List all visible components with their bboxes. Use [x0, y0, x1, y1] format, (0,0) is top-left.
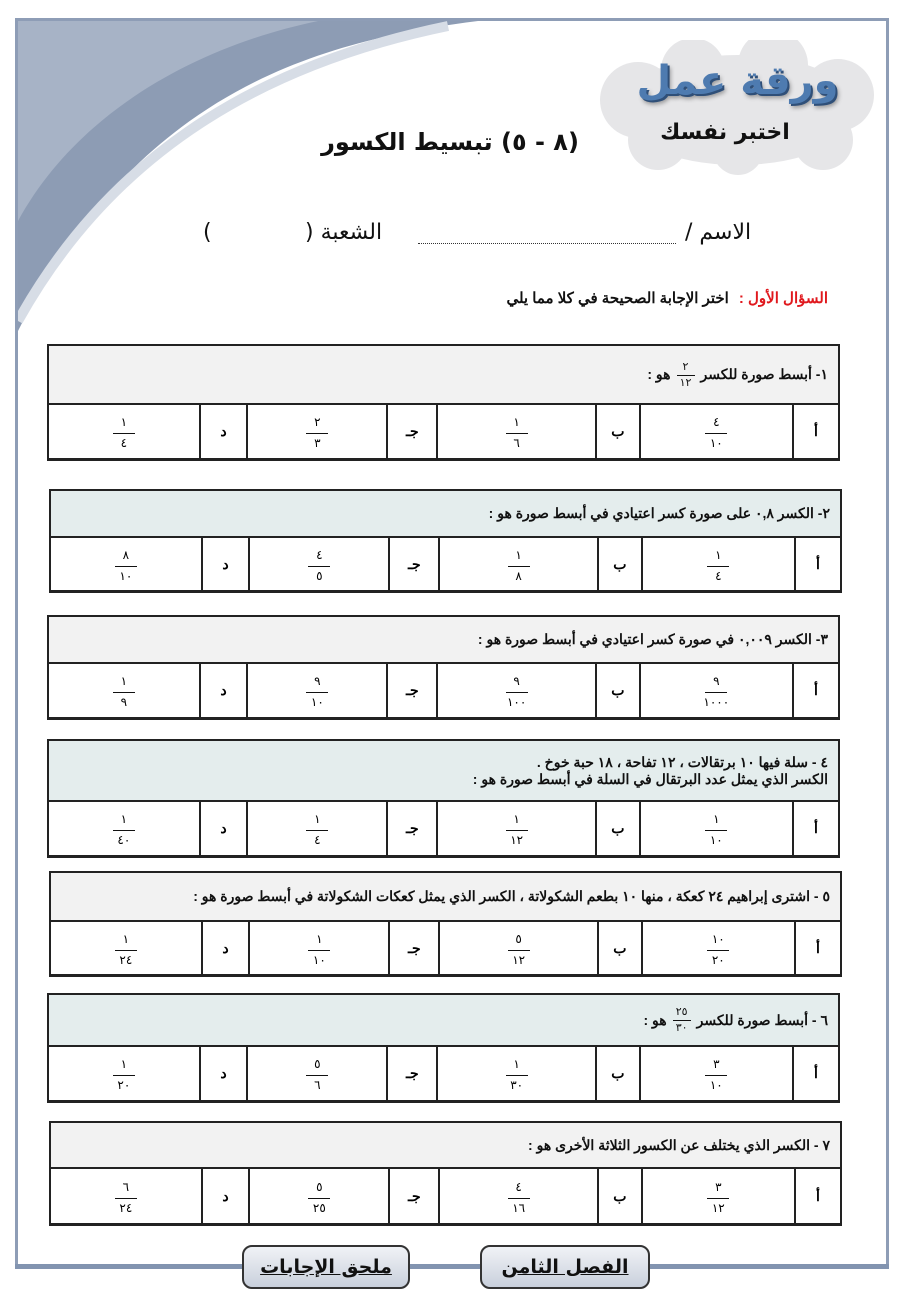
option-value[interactable] — [49, 664, 200, 717]
answers-appendix-button[interactable]: ملحق الإجابات — [242, 1245, 410, 1289]
fraction-denominator: ٣٠ — [510, 1078, 524, 1092]
question-line — [61, 505, 830, 522]
option-value[interactable] — [49, 802, 200, 855]
fraction-numerator: ١ — [513, 415, 520, 429]
option-letter[interactable]: ب — [596, 1047, 640, 1100]
option-letter[interactable]: ب — [598, 922, 642, 974]
fraction-bar — [705, 692, 727, 693]
fraction-bar — [506, 433, 528, 434]
fraction-bar — [113, 692, 135, 693]
fraction-denominator: ١٠ — [709, 436, 723, 450]
fraction — [508, 932, 530, 967]
fraction-denominator: ١٠٠ — [506, 695, 527, 709]
option-value[interactable] — [437, 664, 596, 717]
option-letter[interactable]: أ — [793, 405, 838, 458]
question-text-part: ٥ - اشترى إبراهيم ٢٤ كعكة ، منها ١٠ بطعم الشكولاتة ، الكسر الذي يمثل كعكات الشكولاتة في أبسط صورة هو : — [193, 888, 830, 904]
option-value[interactable] — [249, 538, 389, 590]
fraction-bar — [308, 950, 330, 951]
fraction — [113, 1057, 135, 1092]
fraction-bar — [306, 830, 328, 831]
option-value[interactable] — [49, 405, 200, 458]
option-value[interactable] — [439, 538, 598, 590]
fraction-denominator: ٣ — [314, 436, 321, 450]
logo-subtitle: اختبر نفسك — [660, 120, 790, 145]
question-text-part: الكسر الذي يمثل عدد البرتقال في السلة في أبسط صورة هو : — [472, 770, 828, 787]
option-letter[interactable]: جـ — [387, 1047, 437, 1100]
option-letter[interactable]: د — [200, 802, 248, 855]
fraction — [703, 674, 729, 709]
question-7 — [49, 1121, 842, 1226]
fraction — [705, 1057, 727, 1092]
fraction — [308, 932, 330, 967]
options-table — [49, 802, 838, 855]
question-text-part: هو : — [643, 1011, 667, 1028]
fraction — [306, 674, 328, 709]
question-1 — [47, 344, 840, 461]
option-letter[interactable]: جـ — [389, 922, 439, 974]
fraction-numerator: ٩ — [713, 674, 720, 688]
question-text — [51, 1123, 840, 1169]
fraction — [677, 361, 695, 389]
fraction-numerator: ١ — [316, 931, 323, 946]
fraction — [707, 548, 729, 583]
options-table — [51, 922, 840, 974]
fraction-denominator: ١٢ — [510, 833, 524, 847]
fraction-bar — [506, 692, 528, 693]
fraction — [113, 674, 135, 709]
question-text — [51, 491, 840, 538]
option-letter[interactable]: جـ — [389, 538, 439, 590]
fraction — [707, 932, 729, 967]
fraction-denominator: ٢٠ — [117, 1078, 131, 1092]
fraction-bar — [308, 1198, 330, 1199]
fraction — [115, 932, 137, 967]
fraction-numerator: ١ — [314, 812, 321, 826]
section-close: ) — [203, 220, 212, 245]
fraction-bar — [113, 1075, 135, 1076]
option-value[interactable] — [249, 922, 389, 974]
fraction-denominator: ٥ — [316, 568, 323, 583]
fraction-numerator: ٤ — [316, 547, 323, 562]
fraction-numerator: ٤ — [713, 415, 720, 429]
option-value[interactable] — [640, 802, 793, 855]
option-value[interactable] — [49, 1047, 200, 1100]
option-letter[interactable]: ب — [596, 664, 640, 717]
question-2 — [49, 489, 842, 593]
fraction — [506, 1057, 528, 1092]
page-title: (٨ - ٥) تبسيط الكسور — [321, 128, 579, 156]
question-line — [61, 1137, 830, 1154]
option-value[interactable] — [51, 538, 202, 590]
fraction-denominator: ١٠ — [709, 833, 723, 847]
fraction — [306, 1057, 328, 1092]
question-3 — [47, 615, 840, 720]
fraction-denominator: ٢٠ — [711, 952, 725, 967]
fraction-bar — [508, 950, 530, 951]
fraction-denominator: ٢٤ — [119, 952, 133, 967]
fraction-denominator: ٤٠ — [117, 833, 131, 847]
fraction-denominator: ١٠ — [119, 568, 133, 583]
fraction-denominator: ١٠٠٠ — [703, 695, 730, 709]
question-label: السؤال الأول : — [738, 290, 828, 307]
fraction-denominator: ٨ — [515, 568, 522, 583]
fraction-numerator: ١ — [120, 415, 128, 429]
option-value[interactable] — [51, 922, 202, 974]
fraction-bar — [705, 433, 727, 434]
fraction-numerator: ١ — [513, 812, 520, 826]
options-table — [51, 1169, 840, 1223]
name-label: الاسم / — [685, 220, 752, 245]
fraction-numerator: ٩ — [513, 674, 520, 688]
option-value[interactable] — [437, 802, 596, 855]
options-table — [49, 1047, 838, 1100]
fraction — [308, 1180, 330, 1215]
fraction-numerator: ٢ — [682, 359, 689, 373]
fraction-bar — [115, 566, 137, 567]
option-value[interactable] — [642, 922, 795, 974]
question-instruction — [506, 289, 828, 307]
question-line — [59, 1006, 828, 1034]
fraction-bar — [306, 1075, 328, 1076]
fraction — [306, 812, 328, 847]
worksheet-logo: ورقة عمل — [636, 58, 839, 104]
fraction-numerator: ٢ — [314, 415, 321, 429]
fraction-denominator: ١٢ — [679, 375, 692, 389]
fraction-bar — [705, 1075, 727, 1076]
question-text — [49, 617, 838, 664]
chapter-eight-button[interactable]: الفصل الثامن — [480, 1245, 650, 1289]
fraction-bar — [707, 950, 729, 951]
option-letter[interactable]: أ — [795, 1169, 840, 1223]
question-text — [51, 873, 840, 922]
fraction-denominator: ١٢ — [512, 952, 526, 967]
option-letter[interactable]: د — [202, 922, 250, 974]
option-value[interactable] — [437, 1047, 596, 1100]
fraction — [506, 415, 528, 450]
fraction-bar — [508, 566, 530, 567]
fraction-bar — [308, 566, 330, 567]
option-letter[interactable]: أ — [793, 664, 838, 717]
fraction — [506, 674, 528, 709]
fraction-denominator: ٦ — [314, 1078, 321, 1092]
fraction-bar — [306, 433, 328, 434]
fraction — [115, 548, 137, 583]
fraction-numerator: ١٠ — [711, 931, 725, 946]
fraction-denominator: ٤ — [120, 436, 128, 450]
option-value[interactable] — [640, 664, 793, 717]
option-value[interactable] — [640, 1047, 793, 1100]
fraction-bar — [113, 433, 135, 434]
options-table — [49, 664, 838, 717]
fraction-denominator: ٢٥ — [312, 1200, 326, 1215]
option-letter[interactable]: د — [200, 405, 248, 458]
section-label: الشعبة ( — [305, 220, 383, 245]
fraction-bar — [306, 692, 328, 693]
question-text-part: ٦ - أبسط صورة للكسر — [696, 1011, 828, 1028]
options-table — [51, 538, 840, 590]
question-text-part: ٢- الكسر ٠,٨ على صورة كسر اعتيادي في أبسط صورة هو : — [488, 505, 830, 521]
fraction-denominator: ١٠ — [310, 695, 324, 709]
fraction — [308, 548, 330, 583]
fraction-denominator: ٢٤ — [119, 1200, 133, 1215]
question-line — [61, 888, 830, 905]
question-text-part: ٣- الكسر ٠,٠٠٩ في صورة كسر اعتيادي في أبسط صورة هو : — [477, 631, 828, 647]
fraction — [113, 415, 135, 450]
option-letter[interactable]: أ — [795, 922, 840, 974]
decorative-swoosh — [18, 21, 478, 341]
fraction-bar — [115, 950, 137, 951]
fraction-denominator: ١٦ — [512, 1200, 526, 1215]
options-table — [49, 405, 838, 458]
fraction — [705, 812, 727, 847]
question-text-part: ١- أبسط صورة للكسر — [700, 366, 828, 382]
fraction-denominator: ١٠ — [709, 1078, 723, 1092]
option-letter[interactable]: جـ — [389, 1169, 439, 1223]
fraction-numerator: ٤ — [515, 1179, 522, 1194]
question-text-part: ٤ - سلة فيها ١٠ برتقالات ، ١٢ تفاحة ، ١٨ حبة خوخ . — [536, 753, 828, 770]
fraction-bar — [508, 1198, 530, 1199]
option-letter[interactable]: د — [202, 1169, 250, 1223]
option-letter[interactable]: أ — [793, 802, 838, 855]
fraction-numerator: ٢٥ — [675, 1005, 688, 1018]
footer-divider — [15, 1264, 889, 1269]
fraction-numerator: ١ — [713, 812, 720, 826]
question-text-part: هو : — [647, 366, 671, 382]
fraction — [506, 812, 528, 847]
fraction-numerator: ٣ — [715, 1179, 722, 1194]
option-letter[interactable]: د — [200, 664, 248, 717]
fraction-bar — [115, 1198, 137, 1199]
option-letter[interactable]: ب — [598, 538, 642, 590]
fraction — [113, 812, 135, 847]
option-letter[interactable]: أ — [793, 1047, 838, 1100]
option-letter[interactable]: د — [202, 538, 250, 590]
option-value[interactable] — [437, 405, 596, 458]
fraction-numerator: ٨ — [122, 547, 130, 562]
question-line — [59, 631, 828, 648]
option-letter[interactable]: أ — [795, 538, 840, 590]
fraction-numerator: ٥ — [314, 1057, 321, 1071]
option-value[interactable] — [642, 538, 795, 590]
option-value[interactable] — [642, 1169, 795, 1223]
option-letter[interactable]: جـ — [387, 664, 437, 717]
option-value[interactable] — [439, 922, 598, 974]
question-5 — [49, 871, 842, 977]
option-value[interactable] — [247, 802, 387, 855]
option-value[interactable] — [247, 1047, 387, 1100]
name-field[interactable] — [418, 243, 676, 244]
fraction — [673, 1006, 691, 1034]
fraction-denominator: ٤ — [715, 568, 722, 583]
fraction — [508, 1180, 530, 1215]
fraction-bar — [506, 1075, 528, 1076]
fraction — [705, 415, 727, 450]
question-text — [49, 741, 838, 802]
fraction-numerator: ١ — [120, 812, 128, 826]
question-line — [59, 361, 828, 389]
fraction-numerator: ٩ — [314, 674, 321, 688]
fraction-bar — [707, 1198, 729, 1199]
option-letter[interactable]: جـ — [387, 802, 437, 855]
option-value[interactable] — [247, 664, 387, 717]
option-letter[interactable]: ب — [596, 802, 640, 855]
option-value[interactable] — [51, 1169, 202, 1223]
fraction-numerator: ٥ — [515, 931, 522, 946]
fraction-denominator: ١٢ — [711, 1200, 725, 1215]
question-text — [49, 995, 838, 1047]
fraction-numerator: ١ — [120, 674, 128, 688]
fraction-denominator: ٣٠ — [675, 1021, 688, 1034]
fraction-denominator: ٤ — [314, 833, 321, 847]
question-line — [59, 771, 828, 788]
fraction-bar — [707, 566, 729, 567]
option-letter[interactable]: د — [200, 1047, 248, 1100]
fraction — [115, 1180, 137, 1215]
fraction — [306, 415, 328, 450]
question-text — [49, 346, 838, 405]
fraction-numerator: ١ — [515, 547, 522, 562]
fraction-bar — [113, 830, 135, 831]
fraction — [508, 548, 530, 583]
fraction-bar — [506, 830, 528, 831]
question-text-part: ٧ - الكسر الذي يختلف عن الكسور الثلاثة الأخرى هو : — [528, 1136, 830, 1153]
fraction-bar — [705, 830, 727, 831]
question-4 — [47, 739, 840, 858]
option-value[interactable] — [439, 1169, 598, 1223]
fraction-numerator: ١ — [715, 547, 722, 562]
option-letter[interactable]: ب — [596, 405, 640, 458]
fraction-numerator: ٥ — [316, 1179, 323, 1194]
fraction-numerator: ٣ — [713, 1057, 720, 1071]
question-6 — [47, 993, 840, 1103]
option-letter[interactable]: جـ — [387, 405, 437, 458]
fraction-numerator: ١ — [120, 1057, 128, 1071]
fraction-denominator: ١٠ — [312, 952, 326, 967]
fraction-numerator: ١ — [513, 1057, 520, 1071]
question-line — [59, 754, 828, 771]
option-value[interactable] — [640, 405, 793, 458]
option-letter[interactable]: ب — [598, 1169, 642, 1223]
instruction-text: اختر الإجابة الصحيحة في كلا مما يلي — [506, 290, 729, 307]
fraction-numerator: ١ — [122, 931, 130, 946]
fraction-denominator: ٦ — [513, 436, 520, 450]
option-value[interactable] — [247, 405, 387, 458]
option-value[interactable] — [249, 1169, 389, 1223]
fraction-numerator: ٦ — [122, 1179, 130, 1194]
fraction — [707, 1180, 729, 1215]
fraction-denominator: ٩ — [120, 695, 128, 709]
